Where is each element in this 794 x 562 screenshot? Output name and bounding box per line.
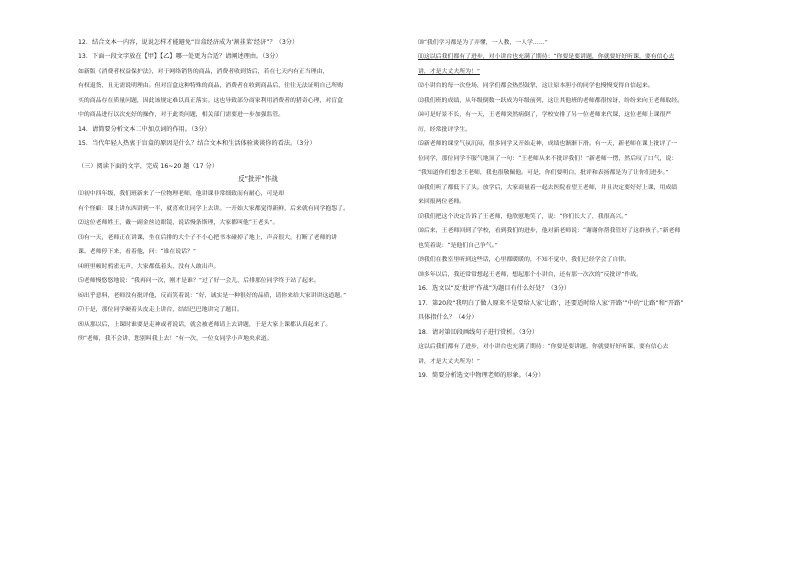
story-paragraph: ⑷班里顿时鸦雀无声，大家都低着头，没有人敢出声。 — [78, 263, 220, 270]
quote-line: 这以后我们都有了进步，对小讲台也充满了期待：“你要是要讲题，你就要好好听课，要有信心去 — [418, 344, 669, 351]
section-heading: （三）阅读下面的文字，完成 16~20 题（17 分） — [78, 162, 218, 170]
story-right — [418, 38, 790, 281]
story-paragraph: “我知道你们想念王老师，我也很敬佩他。可是，你们要明白，批评和表扬都是为了让你们进步。” — [418, 170, 669, 177]
story-paragraph: ⑵这位老师姓王，戴一副金丝边眼镜，说话慢条斯理，大家都叫他“王老头”。 — [78, 220, 279, 227]
question-14: 14．请简要分析文本二中加点词的作用。（3分） — [78, 125, 211, 133]
story-paragraph: ⑺于是，那位同学硬着头皮走上讲台，结结巴巴地讲完了题目。 — [78, 307, 243, 314]
story-paragraph: ⒁可是好景不长，有一天，王老师突然病倒了，学校安排了另一位老师来代课，这位老师上课很严 — [418, 112, 672, 119]
story-paragraph: ⒀我们班的成绩，从年级倒数一跃成为年级前列，这让其他班的老师都很惊讶，纷纷来向王老师取经。 — [418, 97, 684, 104]
underlined-sentence: 讲，才是大丈夫所为！” — [418, 68, 480, 75]
story-paragraph: ⑶有一天，老师正在讲课，坐在后排的大个子不小心把书本碰掉了地上，声音很大，打断了老师的讲 — [78, 234, 338, 241]
story-paragraph: 课。老师停下来，看着他，问：“谁在说话？” — [78, 249, 196, 256]
story-paragraph: ⒇多年以后，我还常常想起王老师，想起那个小讲台，还有那一次次的“反批评”作战。 — [418, 271, 642, 278]
story-paragraph: ⑽“我们学习都是为了弄懂，一人教，一人学……” — [418, 40, 548, 46]
story-paragraph: ⒄我们把这个决定告诉了王老师，他欣慰地笑了，说：“你们长大了，我很高兴。” — [418, 213, 628, 220]
story-paragraph: 位同学，那位同学不服气地顶了一句：“王老师从来不批评我们！”新老师一愣，然后叹了口气，说： — [418, 155, 678, 162]
quoted-sentence — [418, 342, 790, 368]
story-paragraph: ⒂新老师的课堂气氛沉闷，很多同学又开始走神，成绩也渐渐下滑。有一天，新老师在课上批评了一 — [418, 141, 678, 148]
underlined-sentence: ⑾这以后我们都有了进步，对小讲台也充满了期待：“你要是要讲题，你就要好好听课，要有信心去 — [418, 54, 675, 61]
story-paragraph: ⑸老师慢悠悠地说：“我再问一次，刚才是谁？”过了好一会儿，后排那位同学终于站了起来。 — [78, 278, 320, 285]
story-paragraph: 来回报两位老师。 — [418, 199, 466, 206]
story-paragraph: ⑴初中四年级，我们班新来了一位物理老师，他讲课非常细致而有耐心，可是却 — [78, 191, 285, 198]
story-paragraph: ⑻从那以后，上课时谁要是走神或者说话，就会被老师请上去讲题，于是大家上课都认真起来了。 — [78, 321, 332, 328]
story-left — [78, 189, 438, 345]
quote-line: 讲，才是大丈夫所为！” — [418, 358, 480, 365]
question-16: 16．选文以“反‘批评’作战”为题目有什么好处？（3分） — [418, 285, 571, 293]
story-paragraph: ⒆我们在教室里听到这些话，心里都暖暖的，不知不觉中，我们已经学会了自律。 — [418, 257, 631, 264]
story-paragraph: ⒅后来，王老师回到了学校，看到我们的进步，他对新老师说：“谢谢你帮我管好了这群孩子。”新老师 — [418, 228, 681, 235]
excerpt-line: 如新版《消费者权益保护法》，对于网络销售的商品，消费者收到货后，若在七天内有正当理由， — [78, 68, 329, 75]
question-12: 12．结合文本一内容，说说怎样才能避免“盲盒经济成为‘割韭菜’经济”？（3分） — [78, 39, 299, 46]
question-13: 13．下面一段文字放在【甲】【乙】哪一处更为合适？请阐述理由。（3分） — [78, 53, 282, 61]
story-paragraph: ⒃我们听了都低下了头。放学后，大家商量着一起去医院看望王老师，并且决定要好好上课，用成绩 — [418, 184, 678, 191]
right-column — [418, 38, 790, 386]
story-paragraph: 厉，经常批评学生。 — [418, 126, 472, 133]
question-17: 17．第20段“我明白了做人原来不是要给人家‘让路’，还要适时给人家‘开路’”中的“让路”和“开路” — [418, 299, 684, 307]
excerpt-line: 买的商品存在质量问题，因此该规定难以真正落实。这也导致部分商家利用消费者的猎奇心理，对盲盒 — [78, 97, 344, 104]
question-15: 15．当代年轻人热衷于盲盒的原因是什么？结合文本和生活体验谈谈你的看法。（3分） — [78, 140, 316, 148]
story-paragraph: 有个怪癖：课上讲东西讲到一半，就喜欢让同学上去讲。一开始大家都觉得新鲜，后来就有同学抱怨了。 — [78, 205, 349, 212]
excerpt-line: 中的商品进行以次充好的操作，对于此类问题，相关部门需要进一步加强监管。 — [78, 112, 285, 119]
excerpt-block — [78, 67, 438, 122]
story-paragraph: 也笑着说：“是他们自己争气。” — [418, 242, 498, 249]
story-paragraph: ⑼“老师，我不会讲，您别叫我上去！”有一次，一位女同学小声地央求道。 — [78, 336, 273, 343]
excerpt-line: 有权退货，且无需说明理由。但对盲盒这种特殊的商品，消费者在收到商品后，往往无法证明自己所购 — [78, 83, 344, 90]
question-19: 19．简要分析选文中物理老师的形象。（4分） — [418, 372, 545, 380]
story-title: 反“批评”作战 — [238, 174, 278, 183]
question-17-cont: 具体指什么？（4分） — [418, 314, 478, 322]
left-column — [78, 38, 438, 349]
question-18: 18．请对第⑾段画线句子进行赏析。（3分） — [418, 328, 539, 336]
story-paragraph: ⑿小讲台的每一次登场，同学们都会热烈鼓掌，这让原本胆小的同学也慢慢变得自信起来。 — [418, 83, 654, 90]
story-paragraph: ⑹出乎意料，老师没有批评他，反而笑着说：“好，诚实是一种很好的品质，请你来给大家讲讲这道题。” — [78, 292, 347, 299]
